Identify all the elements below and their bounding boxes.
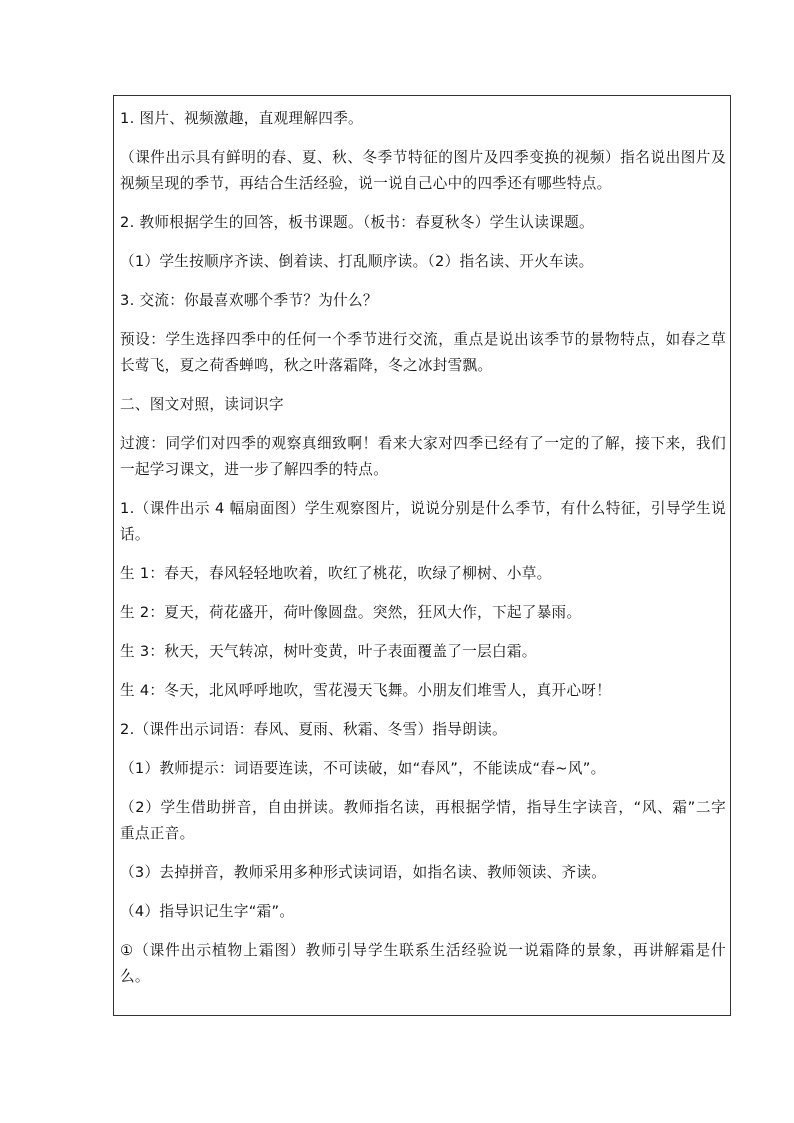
teacher-tip: （1）教师提示：词语要连读，不可读破，如“春风”，不能读成“春~风”。 [120, 760, 606, 777]
student-3-answer: 生 3：秋天，天气转凉，树叶变黄，叶子表面覆盖了一层白霜。 [120, 643, 537, 660]
step-1-heading: 1. 图片、视频激趣，直观理解四季。 [120, 110, 363, 127]
step-2-heading: 2. 教师根据学生的回答，板书课题。（板书：春夏秋冬）学生认读课题。 [120, 214, 594, 231]
step-3-heading: 3. 交流：你最喜欢哪个季节？为什么？ [120, 292, 378, 309]
lesson-plan-table-cell [113, 95, 731, 1016]
section-2-step-2: 2.（课件出示词语：春风、夏雨、秋霜、冬雪）指导朗读。 [120, 721, 507, 738]
student-2-answer: 生 2：夏天，荷花盛开，荷叶像圆盘。突然，狂风大作，下起了暴雨。 [120, 604, 582, 621]
frost-explanation: ①（课件出示植物上霜图）教师引导学生联系生活经验说一说霜降的景象，再讲解霜是什么。 [120, 942, 726, 985]
word-reading-forms: （3）去掉拼音，教师采用多种形式读词语，如指名读、教师领读、齐读。 [120, 864, 607, 881]
transition-text: 过渡：同学们对四季的观察真细致啊！看来大家对四季已经有了一定的了解，接下来，我们一起学习课文，进一步了解四季的特点。 [120, 435, 726, 478]
step-3-preset: 预设：学生选择四季中的任何一个季节进行交流，重点是说出该季节的景物特点，如春之草长莺飞，夏之荷香蝉鸣，秋之叶落霜降，冬之冰封雪飘。 [120, 331, 726, 374]
pinyin-reading-guide: （2）学生借助拼音，自由拼读。教师指名读，再根据学情，指导生字读音，“风、霜”二字重点正音。 [120, 799, 726, 842]
step-1-detail: （课件出示具有鲜明的春、夏、秋、冬季节特征的图片及四季变换的视频）指名说出图片及视频呈现的季节，再结合生活经验，说一说自己心中的四季还有哪些特点。 [120, 149, 726, 192]
character-recognition-guide: （4）指导识记生字“霜”。 [120, 903, 295, 920]
student-4-answer: 生 4：冬天，北风呼呼地吹，雪花漫天飞舞。小朋友们堆雪人，真开心呀！ [120, 682, 612, 699]
step-2-reading-methods: （1）学生按顺序齐读、倒着读、打乱顺序读。（2）指名读、开火车读。 [120, 253, 594, 270]
student-1-answer: 生 1：春天，春风轻轻地吹着，吹红了桃花，吹绿了柳树、小草。 [120, 565, 552, 582]
section-2-title: 二、图文对照，读词识字 [120, 396, 284, 413]
section-2-step-1: 1.（课件出示 4 幅扇面图）学生观察图片，说说分别是什么季节，有什么特征，引导学生说话。 [120, 500, 726, 543]
